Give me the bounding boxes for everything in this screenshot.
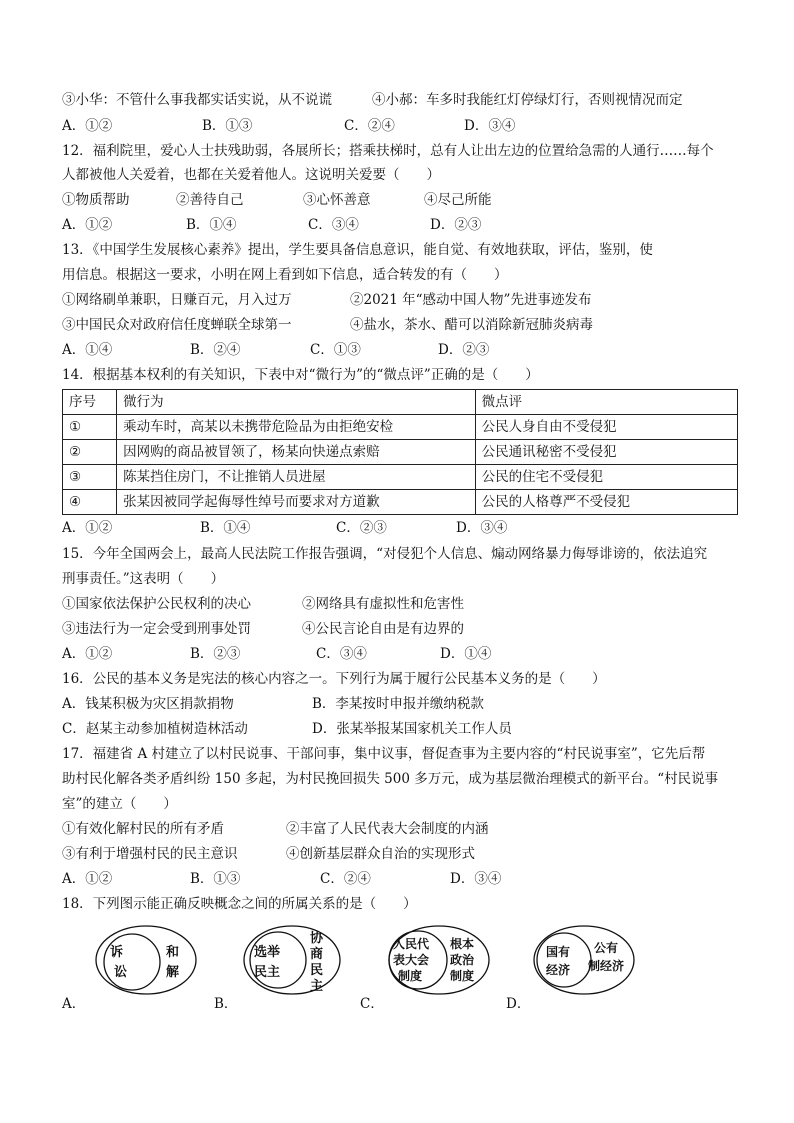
q15-option-c[interactable]: C．③④: [316, 646, 367, 662]
q15-option-a[interactable]: A．①②: [62, 646, 113, 662]
q12-option-d[interactable]: D．②③: [430, 217, 482, 233]
table-row: [63, 465, 738, 490]
q11-option-d[interactable]: D．③④: [464, 118, 516, 134]
outer-label: 商: [310, 947, 324, 962]
inner-label: 人民代: [393, 937, 430, 951]
q11-option-b[interactable]: B．①③: [202, 118, 253, 134]
q13-item-4: ④盐水，茶水、醋可以消除新冠肺炎病毒: [350, 317, 593, 333]
inner-label: 诉: [110, 945, 124, 960]
q16-option-d[interactable]: D．张某举报某国家机关工作人员: [312, 721, 512, 737]
q11-option-c[interactable]: C．②④: [344, 118, 395, 134]
q17-stem-line1: 17．福建省 A 村建立了以村民说事、干部问事，集中议事，督促查事为主要内容的“村民说事室”，它先后帮: [62, 746, 706, 762]
q18-label-a[interactable]: A．: [62, 996, 86, 1012]
outer-label: 协: [310, 931, 324, 946]
q18-label-c[interactable]: C．: [360, 996, 384, 1012]
inner-label: 制度: [398, 969, 423, 983]
q13-item-1: ①网络刷单兼职，日赚百元，月入过万: [62, 292, 292, 308]
inner-circle: [104, 934, 160, 990]
q18-stem: 18．下列图示能正确反映概念之间的所属关系的是（ ）: [62, 896, 417, 912]
q15-item-4: ④公民言论自由是有边界的: [302, 621, 464, 637]
table-header-row: [63, 390, 738, 415]
q15-option-d[interactable]: D．①④: [440, 646, 492, 662]
q18-diagram-a: [92, 922, 200, 1000]
outer-label: 主: [310, 979, 324, 994]
outer-label: 和: [166, 945, 180, 960]
inner-label: 表大会: [393, 953, 430, 967]
q17-option-a[interactable]: A．①②: [62, 871, 113, 887]
q11-statement-4: ④小郝：车多时我能红灯停绿灯行，否则视情况而定: [372, 92, 683, 108]
table-header-cell: 微点评: [475, 390, 737, 415]
table-header-cell: 微行为: [117, 390, 475, 415]
q17-stem-line2: 助村民化解各类矛盾纠纷 150 多起，为村民挽回损失 500 多万元，成为基层微治理模式的新平台。“村民说事: [62, 771, 719, 787]
q18-diagram-d: [530, 922, 638, 1000]
q13-option-d[interactable]: D．②③: [438, 342, 490, 358]
table-cell: 公民的人格尊严不受侵犯: [475, 490, 737, 515]
q12-item-4: ④尽己所能: [424, 192, 492, 208]
q14-option-d[interactable]: D．③④: [456, 520, 508, 536]
q14-table: [62, 389, 738, 515]
inner-label: 讼: [114, 965, 128, 980]
table-row: [63, 490, 738, 515]
table-cell: 乘动车时，高某以未携带危险品为由拒绝安检: [117, 415, 475, 440]
q17-stem-line3: 室”的建立（ ）: [62, 796, 177, 812]
table-cell: 公民的住宅不受侵犯: [475, 465, 737, 490]
q13-stem-line1: 13．《中国学生发展核心素养》提出，学生要具备信息意识，能自觉、有效地获取，评估，鉴别，使: [62, 242, 653, 258]
table-cell: 公民通讯秘密不受侵犯: [475, 440, 737, 465]
table-cell: 张某因被同学起侮辱性绰号而要求对方道歉: [117, 490, 475, 515]
q12-item-1: ①物质帮助: [62, 192, 130, 208]
q13-item-3: ③中国民众对政府信任度蝉联全球第一: [62, 317, 292, 333]
inner-label: 选举: [254, 945, 281, 960]
inner-circle: [537, 933, 591, 987]
q13-option-b[interactable]: B．②④: [190, 342, 241, 358]
table-header-cell: 序号: [63, 390, 117, 415]
q17-option-b[interactable]: B．①③: [190, 871, 241, 887]
table-cell: 陈某挡住房门，不让推销人员进屋: [117, 465, 475, 490]
outer-label: 根本: [450, 937, 475, 951]
outer-ellipse: [96, 926, 196, 994]
q17-option-d[interactable]: D．③④: [450, 871, 502, 887]
q16-option-c[interactable]: C．赵某主动参加植树造林活动: [62, 721, 248, 737]
inner-label: 民主: [254, 965, 281, 980]
q13-stem-line2: 用信息。根据这一要求，小明在网上看到如下信息，适合转发的有（ ）: [62, 267, 508, 283]
q18-label-b[interactable]: B．: [214, 996, 238, 1012]
q11-option-a[interactable]: A．①②: [62, 118, 113, 134]
q12-item-2: ②善待自己: [176, 192, 244, 208]
q12-stem-line2: 人都被他人关爱着，也都在关爱着他人。这说明关爱要（ ）: [62, 167, 440, 183]
outer-label: 民: [310, 963, 324, 978]
q12-option-c[interactable]: C．③④: [308, 217, 359, 233]
outer-label: 制度: [450, 969, 475, 983]
q14-stem: 14．根据基本权利的有关知识，下表中对“微行为”的“微点评”正确的是（ ）: [62, 367, 539, 383]
inner-label: 国有: [546, 945, 571, 959]
q15-item-3: ③违法行为一定会受到刑事处罚: [62, 621, 251, 637]
outer-label: 政治: [450, 953, 475, 967]
q17-item-1: ①有效化解村民的所有矛盾: [62, 821, 224, 837]
q13-option-c[interactable]: C．①③: [310, 342, 361, 358]
q15-stem-line1: 15．今年全国两会上，最高人民法院工作报告强调，“对侵犯个人信息、煽动网络暴力侮辱诽谤的，依法追究: [62, 546, 708, 562]
q14-option-c[interactable]: C．②③: [336, 520, 387, 536]
q13-option-a[interactable]: A．①④: [62, 342, 113, 358]
q17-item-2: ②丰富了人民代表大会制度的内涵: [286, 821, 489, 837]
q18-diagram-b: [240, 922, 344, 1000]
q15-item-1: ①国家依法保护公民权利的决心: [62, 596, 251, 612]
q17-item-4: ④创新基层群众自治的实现形式: [286, 846, 475, 862]
q15-stem-line2: 刑事责任。”这表明（ ）: [62, 571, 225, 587]
table-row: [63, 440, 738, 465]
table-row: [63, 415, 738, 440]
q12-option-b[interactable]: B．①④: [186, 217, 237, 233]
q12-item-3: ③心怀善意: [303, 192, 371, 208]
table-cell: ④: [63, 490, 117, 515]
q17-item-3: ③有利于增强村民的民主意识: [62, 846, 238, 862]
table-cell: ①: [63, 415, 117, 440]
q18-diagram-c: [384, 922, 494, 1000]
table-cell: 公民人身自由不受侵犯: [475, 415, 737, 440]
inner-label: 经济: [546, 963, 571, 977]
q12-option-a[interactable]: A．①②: [62, 217, 113, 233]
q15-option-b[interactable]: B．②③: [190, 646, 241, 662]
q16-option-a[interactable]: A．钱某积极为灾区捐款捐物: [62, 696, 234, 712]
q17-option-c[interactable]: C．②④: [320, 871, 371, 887]
q13-item-2: ②2021 年“感动中国人物”先进事迹发布: [350, 292, 592, 308]
q16-stem: 16．公民的基本义务是宪法的核心内容之一。下列行为属于履行公民基本义务的是（ ）: [62, 671, 606, 687]
q18-label-d[interactable]: D．: [506, 996, 531, 1012]
outer-label: 制经济: [588, 959, 625, 973]
q14-option-a[interactable]: A．①②: [62, 520, 113, 536]
outer-label: 公有: [594, 941, 619, 955]
q14-option-b[interactable]: B．①④: [200, 520, 251, 536]
table-cell: 因网购的商品被冒领了，杨某向快递点索赔: [117, 440, 475, 465]
q11-statement-3: ③小华：不管什么事我都实话实说，从不说谎: [62, 92, 332, 108]
q16-option-b[interactable]: B．李某按时申报并缴纳税款: [312, 696, 484, 712]
outer-label: 解: [166, 965, 180, 980]
table-cell: ③: [63, 465, 117, 490]
table-cell: ②: [63, 440, 117, 465]
q12-stem-line1: 12．福利院里，爱心人士扶残助弱，各展所长；搭乘扶梯时，总有人让出左边的位置给急需的人通行……每个: [62, 143, 714, 159]
q15-item-2: ②网络具有虚拟性和危害性: [302, 596, 464, 612]
